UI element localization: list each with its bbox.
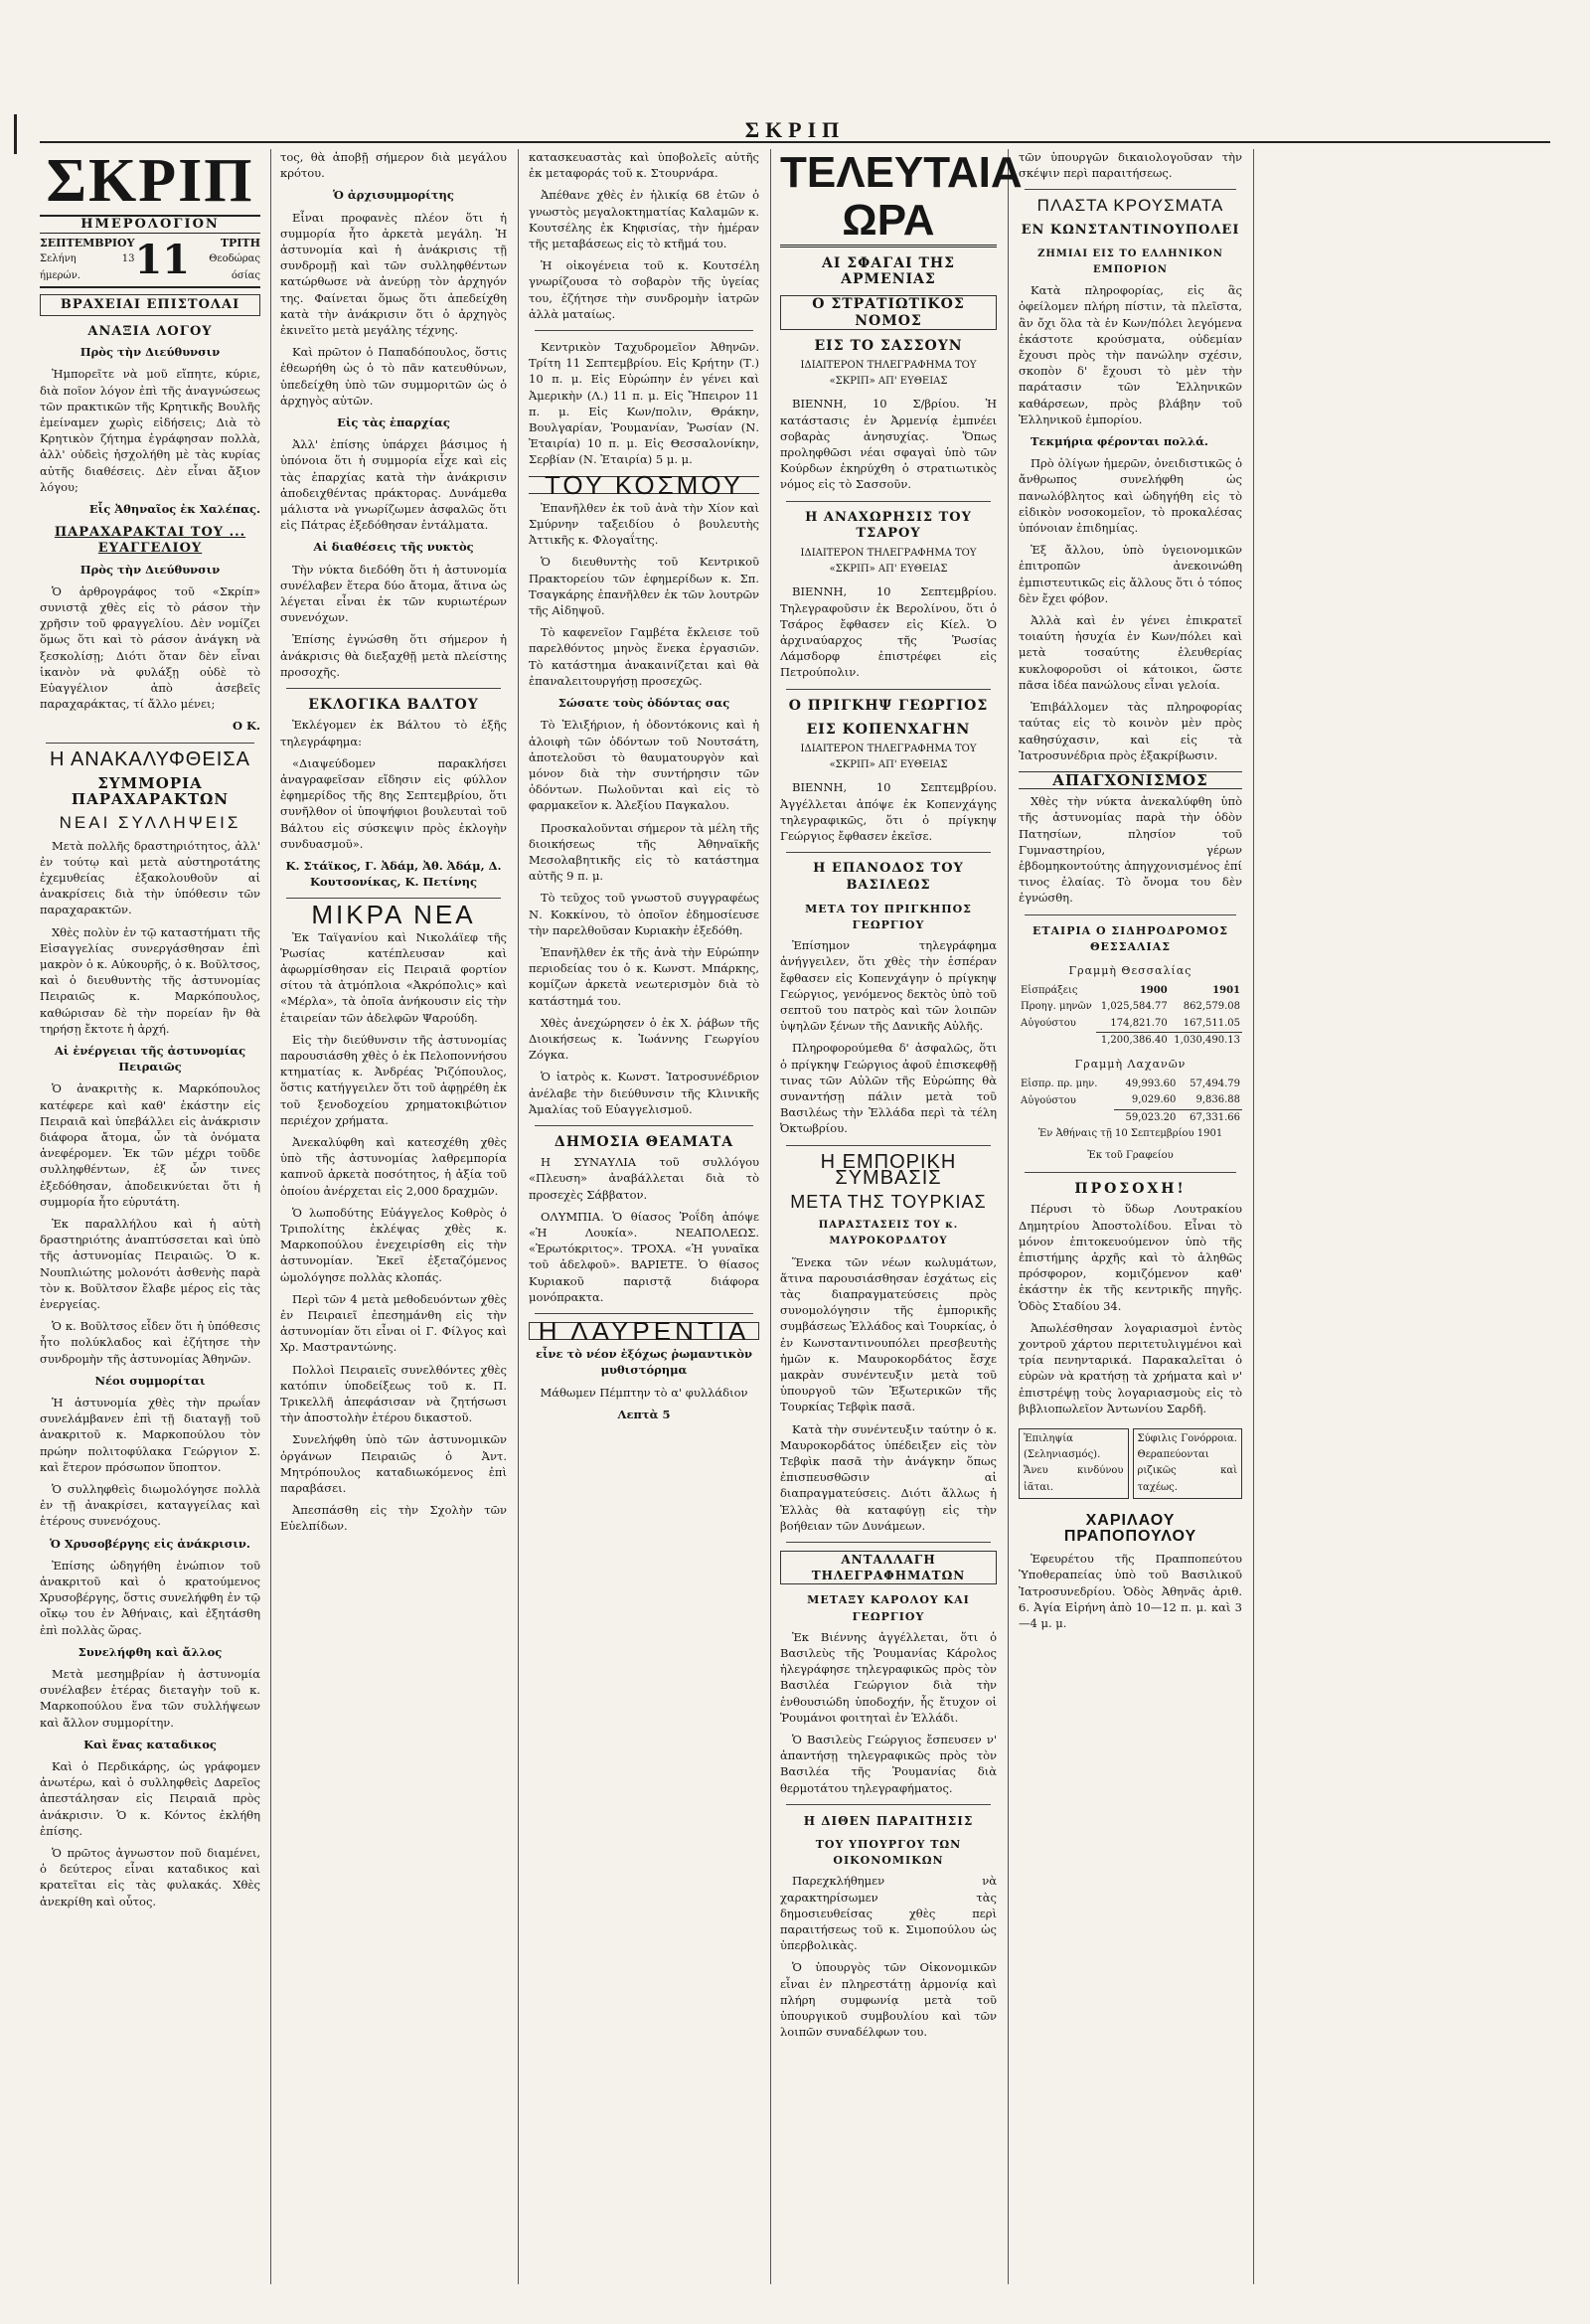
story-subheadline: ΜΕΤΑΞΥ ΚΑΡΟΛΟΥ ΚΑΙ ΓΕΩΡΓΙΟΥ bbox=[807, 1593, 970, 1623]
revenue-table bbox=[1019, 983, 1242, 1049]
story-paragraph: τῶν ὑπουργῶν δικαιολογοῦσαν τὴν σκέψιν περὶ παραιτήσεως. bbox=[1019, 150, 1242, 181]
table-cell: 59,023.20 bbox=[1114, 1109, 1179, 1126]
story-paragraph: Καὶ ὁ Περδικάρης, ὡς γράφομεν ἀνωτέρω, καὶ ὁ συλληφθεὶς Δαρεῖος ἀπεστάλησαν εἰς Πειραιᾶ πρὸς ἀνάκρισιν. Ὁ κ. Κόντος ἐκλήθη ἐπίσης. bbox=[40, 1759, 260, 1838]
news-item: Ἀνεκαλύφθη καὶ κατεσχέθη χθὲς ὑπὸ τῆς ἀστυνομίας λαθρεμπορία καπνοῦ ἀρκετὰ ποσότητος, ἡ ἀξία τοῦ ὁποίου ἀνέρχεται εἰς 2,000 δραχμῶν. bbox=[280, 1134, 507, 1198]
story-headline: ΑΠΑΓΧΟΝΙΣΜΟΣ bbox=[1019, 771, 1242, 789]
story-subheading: Συνελήφθη καὶ ἄλλος bbox=[78, 1644, 223, 1659]
table-cell: 9,029.60 bbox=[1131, 1094, 1177, 1106]
story-subheading: Καὶ ἕνας καταδικος bbox=[83, 1737, 217, 1751]
story-headline: ΕΚΛΟΓΙΚΑ ΒΑΛΤΟΥ bbox=[308, 697, 479, 714]
news-item: Πολλοὶ Πειραιεῖς συνελθόντες χθὲς κατόπιν ὑποδείξεως τοῦ κ. Π. Τρικελλῆ ἀπεφάσισαν νὰ ζητήσωσι τὴν ἀποστολὴν ἑτέρου δικαστοῦ. bbox=[280, 1362, 507, 1425]
table-subheading: Γραμμὴ Λαχανῶν bbox=[1074, 1057, 1187, 1071]
dateline bbox=[40, 236, 260, 288]
saint-day: Θεοδώρας όσίας bbox=[209, 253, 260, 281]
story-paragraph: Τὴν νύκτα διεδόθη ὅτι ἡ ἀστυνομία συνέλαβεν ἕτερα δύο ἄτομα, ἅτινα ὡς λέγεται εἶναι ἐκ τῶν κυριωτέρων συνενόχων. bbox=[280, 562, 507, 625]
story-paragraph: Παρεχκλήθημεν νὰ χαρακτηρίσωμεν τὰς δημοσιευθείσας χθὲς περὶ παραιτήσεως τοῦ κ. Σιμοπούλου ὡς ὑπερβολικὰς. bbox=[780, 1874, 997, 1953]
letter-title: ΑΝΑΞΙΑ ΛΟΓΟΥ bbox=[87, 324, 213, 340]
column-4 bbox=[780, 148, 1023, 2284]
table-cell: 1,030,490.13 bbox=[1170, 1032, 1242, 1049]
story-headline: Η ΕΠΑΝΟΔΟΣ ΤΟΥ ΒΑΣΙΛΕΩΣ bbox=[813, 861, 964, 893]
story-subheading: Αἱ ἐνέργειαι τῆς ἀστυνομίας Πειραιῶς bbox=[54, 1043, 246, 1075]
table-row bbox=[1019, 1109, 1242, 1126]
story-subheading: Νέοι συμμορίται bbox=[94, 1373, 206, 1388]
ad-headline: ΠΡΟΣΟΧΗ! bbox=[1074, 1181, 1187, 1198]
story-subheading: Ὁ ἀρχισυμμορίτης bbox=[333, 188, 454, 203]
divider bbox=[786, 852, 991, 853]
news-item: Ἐπανῆλθεν ἐκ τοῦ ἀνὰ τὴν Χίον καὶ Σμύρνην ταξειδίου ὁ βουλευτὴς Ἀττικῆς κ. Φλογαΐτης. bbox=[529, 500, 759, 548]
table-cell: Εἰσπράξεις bbox=[1021, 985, 1078, 997]
story-paragraph: Ἕνεκα τῶν νέων κωλυμάτων, ἅτινα παρουσιάσθησαν ἐσχάτως εἰς τὰς διαπραγματεύσεις πρὸς συνομολόγησιν τῆς ἐμπορικῆς συμβάσεως Ἑλλάδος καὶ Τουρκίας, ὁ ἐν Κωνσταντινουπόλει πρεσβευτὴς ἡμῶν κ. Μαυροκορδάτος ἔσχε μακρὰν συνέντευξιν μετὰ τοῦ ὑπουργοῦ τῶν Ἐξωτερικῶν τῆς Τουρκίας Τεβφὶκ πασᾶ. bbox=[780, 1254, 997, 1414]
table-heading: ΕΤΑΙΡΙΑ Ο ΣΙΔΗΡΟΔΡΟΜΟΣ ΘΕΣΣΑΛΙΑΣ bbox=[1032, 923, 1229, 953]
table-cell: 1901 bbox=[1212, 985, 1240, 997]
divider bbox=[535, 330, 753, 331]
story-paragraph: Κατὰ πληροφορίας, εἰς ἃς ὀφείλομεν πλήρη πίστιν, τὰ πλεῖστα, ἂν ὄχι ὅλα τὰ ἐν Κων/πόλει λεγόμενα ἑκάστοτε κρούσματα, οὐδεμίαν ἔχουσι πρὸς τὴν πανώλην σχέσιν, σκοπὸν δ' ἔχουσι τὸ μὲν τὴν παράτασιν τῶν Ἑλληνικῶν καθάρσεων, πρὸς βλάβην τοῦ Ἑλληνικοῦ ἐμπορίου. bbox=[1019, 283, 1242, 426]
section-heading: ΒΡΑΧΕΙΑΙ ΕΠΙΣΤΟΛΑΙ bbox=[40, 294, 260, 316]
news-item: Η ΣΥΝΑΥΛΙΑ τοῦ συλλόγου «Πλευση» ἀναβάλλεται διὰ τὸ προσεχὲς Σάββατον. bbox=[529, 1155, 759, 1202]
table-cell: 174,821.70 bbox=[1110, 1017, 1168, 1029]
story-headline: ΣΥΜΜΟΡΙΑ ΠΑΡΑΧΑΡΑΚΤΩΝ bbox=[71, 773, 230, 809]
story-paragraph: Μετὰ πολλῆς δραστηριότητος, ἀλλ' ἐν τούτῳ καὶ μετὰ αὐστηροτάτης ἐχεμυθείας ἐξακολουθοῦν αἱ ἀνακρίσεις διὰ τὴν ὑπόθεσιν τῶν παραχαρακτῶν. bbox=[40, 838, 260, 917]
column-divider bbox=[1008, 149, 1009, 2284]
top-rule bbox=[40, 141, 1550, 143]
section-headline: ΜΙΚΡΑ ΝΕΑ bbox=[311, 900, 476, 930]
story-headline: ΔΗΜΟΣΙΑ ΘΕΑΜΑΤΑ bbox=[554, 1133, 734, 1150]
divider bbox=[46, 743, 254, 744]
story-headline: ΕΝ ΚΩΝΣΤΑΝΤΙΝΟΥΠΟΛΕΙ bbox=[1021, 222, 1240, 238]
table-cell: 1,200,386.40 bbox=[1096, 1032, 1169, 1049]
divider bbox=[786, 1145, 991, 1146]
story-subheading: Εἰς τὰς ἐπαρχίας bbox=[337, 415, 450, 430]
news-item: Τὸ Ἐλιξήριον, ἡ ὀδοντόκονις καὶ ἡ ἀλοιφὴ τῶν ὀδόντων τοῦ Νουτσάτη, ἀποτελοῦσι τὸ θαυματουργὸν καὶ μόνον διὰ τὴν συντήρησιν τῶν ὀδόντων. Πωλοῦνται καὶ εἰς τὸ φαρμακεῖον κ. Ἀλεξίου Παγκαλου. bbox=[529, 718, 759, 813]
divider bbox=[786, 501, 991, 502]
story-headline: ΠΛΑΣΤΑ ΚΡΟΥΣΜΑΤΑ bbox=[1036, 196, 1224, 216]
divider bbox=[1025, 1172, 1236, 1173]
divider bbox=[1025, 189, 1236, 190]
story-headline: Η ΔΙΘΕΝ ΠΑΡΑΙΤΗΣΙΣ bbox=[803, 1813, 974, 1828]
story-paragraph: Ἐκ Βιέννης ἀγγέλλεται, ὅτι ὁ Βασιλεὺς τῆς Ῥουμανίας Κάρολος ἠλεγράφησε τηλεγραφικῶς πρὸς τὸν Βασιλέα Γεώργιον διὰ τὴν ἐνθουσιώδη ὑποδοχήν, ἧς ἔτυχον οἱ Ῥουμάνοι φοιτηταὶ ἐν Ἑλλάδι. bbox=[780, 1629, 997, 1725]
telegram-text: ΒΙΕΝΝΗ, 10 Σεπτεμβρίου. Ἀγγέλλεται ἀπόψε ἐκ Κοπενχάγης τηλεγραφικῶς, ὅτι ὁ πρίγκηψ Γεώργιος ἔφθασεν ἐκεῖσε. bbox=[780, 780, 997, 844]
late-news-banner: ΤΕΛΕΥΤΑΙΑ ΩΡΑ bbox=[780, 149, 997, 248]
column-3 bbox=[529, 149, 759, 2284]
story-paragraph: Πρὸ ὀλίγων ἡμερῶν, ὀνειδιστικῶς ὁ ἄνθρωπος συνελήφθη ὡς πανωλόβλητος καὶ ὡδηγήθη εἰς τὸ εἰδικὸν νοσοκομεῖον, τὸ προκαλέσας ὑπόνοιαν ἐπιδημίας. bbox=[1019, 456, 1242, 536]
news-item: Ἀπέθανε χθὲς ἐν ἡλικίᾳ 68 ἐτῶν ὁ γνωστὸς μεγαλοκτηματίας Καλαμῶν κ. Κουτσέλης ἐκ Κηφισίας, τὴν ἡμέραν τῆς μεταβάσεως εἰς τὸ κτῆμά του. bbox=[529, 188, 759, 251]
calendar-heading: ΗΜΕΡΟΛΟΓΙΟΝ bbox=[40, 215, 260, 234]
divider bbox=[786, 1804, 991, 1805]
telegram-text: ΒΙΕΝΝΗ, 10 Σεπτεμβρίου. Τηλεγραφοῦσιν ἐκ Βερολίνου, ὅτι ὁ Τσάρος ἔφθασεν εἰς Κίελ. Ὁ ἀρχιναύαρχος τῆς Ῥωσίας Λάμσδορφ ἐπιστρέφει εἰς Πετρούπολιν. bbox=[780, 584, 997, 680]
story-subheading: Τεκμήρια φέρονται πολλά. bbox=[1031, 434, 1208, 449]
divider bbox=[286, 898, 501, 899]
moon-phase: Σελήνη 13 ήμερών. bbox=[40, 253, 135, 281]
news-item: Περὶ τῶν 4 μετὰ μεθοδευόντων χθὲς ἐν Πειραιεῖ ἐπεσημάνθη εἰς τὴν ἀστυνομίαν ὅτι εἶναι οἱ Γ. Φίλγος καὶ Χρ. Μαστραντώνης. bbox=[280, 1291, 507, 1355]
serial-ad-text: Μάθωμεν Πέμπτην τὸ α' φυλλάδιον bbox=[540, 1385, 748, 1400]
table-cell: 1900 bbox=[1139, 985, 1168, 997]
section-headline: ΤΟΥ ΚΟΣΜΟΥ bbox=[529, 476, 759, 494]
news-item: Ἡ οἰκογένεια τοῦ κ. Κουτσέλη γνωρίζουσα τὸ σοβαρὸν τῆς ὑγείας του, ἐζήτησε τὴν συνδρομὴν ἰατρῶν ἀλλὰ ματαίως. bbox=[529, 258, 759, 321]
serial-ad-text: εἶνε τὸ νέον ἐξόχως ῥωμαντικὸν μυθιστόρημα bbox=[536, 1347, 752, 1378]
news-item: Εἰς τὴν διεύθυνσιν τῆς ἀστυνομίας παρουσιάσθη χθὲς ὁ ἐκ Πελοποννήσου κτηματίας κ. Ἀνδρέας Ῥιζόπουλος, ὅστις κατήγγειλεν ὅτι τοῦ ἀφῃρέθη ἐκ τοῦ ξενοδοχείου χρηματοκιβώτιον περιέχον χρήματα. bbox=[280, 1032, 507, 1127]
story-paragraph: Ἐπίσημον τηλεγράφημα ἀνήγγειλεν, ὅτι χθὲς τὴν ἑσπέραν ἔφθασεν εἰς Κοπενχάγην ὁ πρίγκηψ Γεώργιος, γενόμενος δεκτὸς ὑπὸ τοῦ σεπτοῦ του πατρὸς καὶ τῶν λοιπῶν ὑψηλῶν ξένων τῆς Δανικῆς Αὐλῆς. bbox=[780, 938, 997, 1034]
story-paragraph: Ἐξ ἄλλου, ὑπὸ ὑγειονομικῶν ἐπιτροπῶν ἀνεκοινώθη ἐμπιστευτικῶς εἰς ἄλλους ὅτι ὁ τόπος δὲν ἔχει φόβον. bbox=[1019, 543, 1242, 605]
story-paragraph: Ἐκλέγομεν ἐκ Βάλτου τὸ ἑξῆς τηλεγράφημα: bbox=[280, 718, 507, 748]
column-divider bbox=[1253, 149, 1254, 2284]
story-subheadline: ΜΕΤΑ ΤΟΥ ΠΡΙΓΚΗΠΟΣ ΓΕΩΡΓΙΟΥ bbox=[805, 902, 972, 931]
blank-margin bbox=[1264, 149, 1493, 2284]
table-cell: Προηγ. μηνῶν bbox=[1021, 1001, 1092, 1013]
story-subheadline: ΝΕΑΙ ΣΥΛΛΗΨΕΙΣ bbox=[59, 813, 241, 833]
news-item: Τὸ καφενεῖον Γαμβέτα ἔκλεισε τοῦ παρελθόντος μηνὸς ἕνεκα ἐργασιῶν. Τὸ κατάστημα ἀνακαινίζεται καὶ θὰ ἐπαναλειτουργήσῃ προσεχῶς. bbox=[529, 625, 759, 688]
story-headline: ΑΙ ΣΦΑΓΑΙ ΤΗΣ ΑΡΜΕΝΙΑΣ bbox=[821, 255, 955, 288]
weekday: ΤΡΙΤΗ bbox=[220, 237, 260, 250]
divider bbox=[286, 688, 501, 689]
news-item: Χθὲς ἀνεχώρησεν ὁ ἐκ Χ. ῥάβων τῆς Διοικήσεως κ. Ἰωάννης Γεωργίου Ζόγκα. bbox=[529, 1015, 759, 1063]
newspaper-logo: ΣΚΡΙΠ bbox=[46, 147, 254, 215]
letter-body: Ἠμπορεῖτε νὰ μοῦ εἴπητε, κύριε, διὰ ποῖον λόγον ἐπὶ τῆς ἀναγνώσεως τῶν πρακτικῶν τῆς Κρητικῆς Βουλῆς ἐμείναμεν χωρὶς εἰδήσεις; Διὰ τὸ Κρητικὸν ζήτημα ἐγράφησαν πολλὰ, ἀλλ' οὐδεὶς ἠσχολήθη μὲ τὰς κυρίας αὐτῆς διαθέσεις. Δὲν εἶναι ἄξιον λόγου; bbox=[40, 367, 260, 494]
story-subheadline: ΠΑΡΑΣΤΑΣΕΙΣ ΤΟΥ κ. ΜΑΥΡΟΚΟΡΔΑΤΟΥ bbox=[818, 1220, 959, 1247]
table-date: Ἐν Ἀθήναις τῇ 10 Σεπτεμβρίου 1901 bbox=[1037, 1127, 1223, 1139]
story-paragraph: Ὁ συλληφθεὶς διωμολόγησε πολλὰ ἐν τῇ ἀνακρίσει, καταγγείλας καὶ ἑτέρους συνενόχους. bbox=[40, 1482, 260, 1529]
table-row bbox=[1019, 1032, 1242, 1049]
letter-title: ΠΑΡΑΧΑΡΑΚΤΑΙ ΤΟΥ ... ΕΥΑΓΓΕΛΙΟΥ bbox=[54, 525, 246, 557]
notice-text: Ἀπωλέσθησαν λογαριασμοὶ ἐντὸς χοντροῦ χάρτου περιτετυλιγμένοι καὶ τρία πενηνταρικά. Παρακαλεῖται ὁ εὑρὼν νὰ κρατήσῃ τὰ χρήματα καὶ ν' ἐπιστρέψῃ τοὺς λογαριασμοὺς εἰς τὸ βιβλιοπωλεῖον Ἀντωνίου Σαρδῆ. bbox=[1019, 1320, 1242, 1415]
story-paragraph: Ὁ ἀνακριτὴς κ. Μαρκόπουλος κατέφερε καὶ καθ' ἑκάστην εἰς Πειραιᾶ καὶ ὑπεβάλλει εἰς ἀνάκρισιν διάφορα ἄτομα, ὧν τὰ ὀνόματα ἀνεφέρομεν. Ἐκ τῶν μέχρι τοῦδε συλληφθέντων, ἐξ ὧν τινες ἐξεδόθησαν, ἀποδεικνύεται ὅτι ἡ συμμορία ἦτο εὐρυτάτη. bbox=[40, 1081, 260, 1209]
story-headline: ΕΙΣ ΤΟ ΣΑΣΣΟΥΝ bbox=[814, 337, 963, 354]
story-headline: ΕΙΣ ΚΟΠΕΝΧΑΓΗΝ bbox=[806, 721, 971, 738]
column-1 bbox=[40, 149, 260, 2284]
story-paragraph: Κατὰ τὴν συνέντευξιν ταύτην ὁ κ. Μαυροκορδάτος ὑπέδειξεν εἰς τὸν Τεβφὶκ πασᾶ τὴν ἀνάγκην ὅπως ἐπισπευσθῶσιν αἱ διαπραγματεύσεις. Διότι ἄλλως ἡ Ἑλλὰς θὰ καταφύγῃ εἰς τὴν βοήθειαν τῶν Δυνάμεων. bbox=[780, 1421, 997, 1533]
story-paragraph: τος, θὰ ἀποβῇ σήμερον διὰ μεγάλου κρότου. bbox=[280, 150, 507, 181]
column-divider bbox=[518, 149, 519, 2284]
table-cell: Εἰσπρ. πρ. μην. bbox=[1021, 1079, 1098, 1090]
month: ΣΕΠΤΕΜΒΡΙΟΥ bbox=[40, 237, 135, 250]
telegram-label: ΙΔΙΑΙΤΕΡΟΝ ΤΗΛΕΓΡΑΦΗΜΑ ΤΟΥ «ΣΚΡΙΠ» ΑΠ' ΕΥΘΕΙΑΣ bbox=[800, 360, 977, 388]
story-paragraph: Ὁ πρῶτος ἀγνωστον ποῦ διαμένει, ὁ δεύτερος εἶναι καταδικος καὶ κρατεῖται εἰς τὰς φυλακάς. Χθὲς ἀνεκρίθη καὶ οὗτος. bbox=[40, 1846, 260, 1909]
table-cell bbox=[1019, 1032, 1096, 1049]
divider bbox=[535, 1125, 753, 1126]
story-paragraph: Ἐκ παραλλήλου καὶ ἡ αὐτὴ δραστηριότης ἀναπτύσσεται καὶ ὑπὸ τῆς ἀστυνομίας Πειραιῶς. Ὁ κ. Νουπλιώτης μολονότι ἀσθενὴς παρὰ τὸν κ. Βοῦλτσον ἔλαβε μέρος εἰς τὰς ἐνεργείας. bbox=[40, 1216, 260, 1311]
revenue-table bbox=[1019, 1077, 1242, 1126]
divider bbox=[535, 1313, 753, 1314]
story-subheading: Ὁ Χρυσοβέργης εἰς ἀνάκρισιν. bbox=[50, 1536, 250, 1551]
story-paragraph: Χθὲς τὴν νύκτα ἀνεκαλύφθη ὑπὸ τῆς ἀστυνομίας παρὰ τὴν ὁδὸν Πατησίων, πλησίον τοῦ Γυμναστηρίου, γέρων ἑβδομηκοντούτης ἀπηγχονισμένος ἐπί τινος ἐλαίας. Τὸ ὄνομα του δὲν ἐγνώσθη. bbox=[1019, 794, 1242, 906]
letter-signature: Ο Κ. bbox=[232, 719, 260, 734]
table-cell: 67,331.66 bbox=[1178, 1109, 1242, 1126]
story-headline: Η ΕΜΠΟΡΙΚΗ ΣΥΜΒΑΣΙΣ bbox=[820, 1150, 957, 1189]
table-row bbox=[1019, 1077, 1242, 1092]
story-headline: Η ΑΝΑΧΩΡΗΣΙΣ ΤΟΥ ΤΣΑΡΟΥ bbox=[805, 509, 972, 541]
story-paragraph: κατασκευαστὰς καὶ ὑποβολεῖς αὐτῆς ἐκ μεταφοράς τοῦ κ. Στουρνάρα. bbox=[529, 150, 759, 181]
story-paragraph: Ἡ ἀστυνομία χθὲς τὴν πρωΐαν συνελάμβανεν ἐπὶ τῇ διαταγῇ τοῦ ἀνακριτοῦ κ. Μαρκοπούλου τὸν πρώην πολιτοφύλακα Γεώργιον Σ. καὶ ἕτερον πρόσωπον ὕποπτον. bbox=[40, 1396, 260, 1474]
telegram-label: ΙΔΙΑΙΤΕΡΟΝ ΤΗΛΕΓΡΑΦΗΜΑ ΤΟΥ «ΣΚΡΙΠ» ΑΠ' ΕΥΘΕΙΑΣ bbox=[800, 548, 977, 576]
news-item: ΟΛΥΜΠΙΑ. Ὁ θίασος Ῥοΐδη ἀπόψε «Ἡ Λουκία». ΝΕΑΠΟΛΕΩΣ. «Ἐρωτόκριτος». ΤΡΟΧΑ. «Ἡ γυναῖκα τοῦ ἀδελφοῦ». ΒΑΡΙΕΤΕ. Ὁ θίασος Κυριακοῦ παριστᾷ διάφορα μονόπρακτα. bbox=[529, 1209, 759, 1304]
story-paragraph: Καὶ πρῶτον ὁ Παπαδόπουλος, ὅστις ἐθεωρήθη ὡς ὁ τὸ πᾶν κατευθύνων, ὑπεδείχθη ὑπὸ τῶν συμμοριτῶν ὡς ὁ ἀρχηγὸς αὐτῶν. bbox=[280, 345, 507, 408]
story-signatories: Κ. Στάϊκος, Γ. Ἀδάμ, Ἀθ. Ἀδάμ, Δ. Κουτσονίκας, Κ. Πετίνης bbox=[285, 858, 502, 890]
serial-ad-price: Λεπτὰ 5 bbox=[617, 1407, 671, 1421]
story-paragraph: «Διαψεύδομεν παρακλήσει ἀναγραφεῖσαν εἴδησιν εἰς φύλλον ἐφημερίδος τῆς 8ης Σεπτεμβρίου, ὅτι συνῆλθον οἱ ὑποψήφιοι βουλευταὶ τοῦ Βάλτου εἰς σύσκεψιν πρὸς ἐκλογὴν συνδυασμοῦ». bbox=[280, 755, 507, 851]
telegram-label: ΙΔΙΑΙΤΕΡΟΝ ΤΗΛΕΓΡΑΦΗΜΑ ΤΟΥ «ΣΚΡΙΠ» ΑΠ' ΕΥΘΕΙΑΣ bbox=[800, 744, 977, 771]
news-item: Συνελήφθη ὑπὸ τῶν ἀστυνομικῶν ὀργάνων Πειραιῶς ὁ Ἀντ. Μητρόπουλος καταδιωκόμενος ἐπὶ παραβάσει. bbox=[280, 1432, 507, 1496]
table-row bbox=[1019, 983, 1242, 999]
story-paragraph: Ὁ ὑπουργὸς τῶν Οἰκονομικῶν εἶναι ἐν πληρεστάτῃ ἁρμονίᾳ καὶ πλήρη συμφωνίᾳ μετὰ τοῦ ὑπουργικοῦ συμβουλίου καὶ τῶν λοιπῶν συναδέλφων του. bbox=[780, 1960, 997, 2040]
story-headline: Η ΑΝΑΚΑΛΥΦΘΕΙΣΑ bbox=[50, 747, 250, 770]
table-subheading: Γραμμὴ Θεσσαλίας bbox=[1068, 963, 1192, 977]
news-item: Ὁ διευθυντὴς τοῦ Κεντρικοῦ Πρακτορείου τῶν ἐφημερίδων κ. Σπ. Τσαγκάρης ἐπανῆλθεν ἐκ τῶν λουτρῶν τῆς Αἰδηψοῦ. bbox=[529, 555, 759, 618]
column-2 bbox=[280, 149, 507, 2284]
table-cell: 57,494.79 bbox=[1190, 1079, 1240, 1090]
table-cell bbox=[1019, 1109, 1114, 1126]
table-row bbox=[1019, 1092, 1242, 1109]
ad-box: Ἐπιληψία (Σεληνιασμός). Ἄνευ κινδύνου ἰᾶται. bbox=[1019, 1428, 1129, 1499]
news-item: Ἀπεσπάσθη εἰς τὴν Σχολὴν τῶν Εὐελπίδων. bbox=[280, 1503, 507, 1534]
story-subheadline: ΤΟΥ ΥΠΟΥΡΓΟΥ ΤΩΝ ΟΙΚΟΝΟΜΙΚΩΝ bbox=[815, 1838, 962, 1868]
story-paragraph: Ὁ κ. Βοῦλτσος εἶδεν ὅτι ἡ ὑπόθεσις ἦτο πολύκλαδος καὶ ἐζήτησε τὴν συνδρομὴν τῆς ἀστυνομίας Ἀθηνῶν. bbox=[40, 1319, 260, 1366]
table-cell: 167,511.05 bbox=[1183, 1017, 1240, 1029]
story-headline: ΑΝΤΑΛΛΑΓΗ ΤΗΛΕΓΡΑΦΗΜΑΤΩΝ bbox=[780, 1551, 997, 1584]
divider bbox=[1025, 914, 1236, 915]
letter-signature: Εἷς Ἀθηναῖος ἐκ Χαλέπας. bbox=[88, 502, 260, 517]
news-item: Προσκαλοῦνται σήμερον τὰ μέλη τῆς διοικήσεως τῆς Ἀθηναϊκῆς Μεσολαβητικῆς εἰς τὸ κατάστημα αὐτῆς 9 π. μ. bbox=[529, 820, 759, 884]
table-row bbox=[1019, 1016, 1242, 1033]
news-item: Ὁ ἰατρὸς κ. Κωνστ. Ἰατροσυνέδριον ἀνέλαβε τὴν διεύθυνσιν τῆς Κλινικῆς Ἀμαλίας τοῦ Εὐαγγελισμοῦ. bbox=[529, 1070, 759, 1116]
post-office-schedule: Κεντρικὸν Ταχυδρομεῖον Ἀθηνῶν. Τρίτη 11 Σεπτεμβρίου. Εἰς Κρήτην (Τ.) 10 π. μ. Εἰς Εὐρώπην ἐν γένει καὶ Ἀμερικὴν (Λ.) 11 π. μ. Εἰς Ἤπειρον 11 π. μ. Εἰς Κων/πολιν, Θράκην, Βουλγαρίαν, Ῥουμανίαν, Ῥωσίαν (Ν. Ἐταιρία) 10 π. μ. Εἰς Θεσσαλονίκην, Σερβίαν (Ν. Ἐταιρία) 5 μ. μ. bbox=[529, 340, 759, 467]
story-subheading: Σώσατε τοὺς ὀδόντας σας bbox=[557, 696, 730, 711]
table-cell: 9,836.88 bbox=[1195, 1094, 1240, 1106]
letter-body: Ὁ ἀρθρογράφος τοῦ «Σκρίπ» συνιστᾷ χθὲς εἰς τὸ ράσον τὴν χρῆσιν τοῦ φραγγελίου. Δὲν νομίζει ὅμως ὅτι καὶ τὸ ράσον ἀνάγκη νὰ ξεσκολίσῃ; Διότι ὅταν δὲν εἶναι ἱκανὸν νὰ φυλάξῃ οὐδὲ τὸ Εὐαγγέλιον ἀπὸ ἀσεβεῖς παραχαράκτας, τί ἄλλο μένει; bbox=[40, 583, 260, 712]
story-paragraph: Ἀλλ' ἐπίσης ὑπάρχει βάσιμος ἡ ὑπόνοια ὅτι ἡ συμμορία εἶχε καὶ εἰς τὰς ἐπαρχίας κατὰ τὴν ἀνάκρισιν ἀποδειχθέντας πράκτορας. Δυνάμεθα μάλιστα νὰ γνωρίζωμεν ἀσφαλῶς ὅτι εἰς Πάτρας ἐξεδόθησαν ἐντάλματα. bbox=[280, 437, 507, 533]
news-item: Ὁ λωποδύτης Εὐάγγελος Κοθρὸς ὁ Τριπολίτης ἐκλέψας χθὲς κ. Μαρκοπούλου ἐνεχειρίσθη εἰς τὴν ἀστυνομίαν. Ἐκεῖ ἐξεταζόμενος ὡμολόγησε πολλὰς κλοπάς. bbox=[280, 1205, 507, 1284]
story-paragraph: Μετὰ μεσημβρίαν ἡ ἀστυνομία συνέλαβεν ἑτέρας διεταγὴν τοῦ κ. Μαρκοπούλου ἕνα τῶν συλλήψεων καὶ ἄλλον συμμορίτην. bbox=[40, 1667, 260, 1730]
story-paragraph: Χθὲς πολὺν ἐν τῷ καταστήματι τῆς Εἰσαγγελίας συνεργάσθησαν ἐπὶ μακρὸν ὁ κ. Αὐκουρῆς, ὁ κ. Βοῦλτσος, καὶ ὁ διευθυντὴς τῆς ἀστυνομίας Πειραιῶς κ. Μαρκόπουλος, καθώρισαν δὲ τὴν πορείαν ἣν θὰ τηρήσῃ ἔκτοτε ἡ ἀρχή. bbox=[40, 924, 260, 1036]
telegram-text: ΒΙΕΝΝΗ, 10 Σ/βρίου. Ἡ κατάστασις ἐν Ἀρμενίᾳ ἐμπνέει σοβαρὰς ἀνησυχίας. Ὅπως προληφθῶσι νέαι σφαγαὶ ὑπὸ τῶν Κούρδων ἐκηρύχθη ὁ στρατιωτικὸς νόμος εἰς τὸ Σασσοῦν. bbox=[780, 397, 997, 492]
story-headline: ΜΕΤΑ ΤΗΣ ΤΟΥΡΚΙΑΣ bbox=[790, 1191, 987, 1212]
story-headline: Ο ΣΤΡΑΤΙΩΤΙΚΟΣ ΝΟΜΟΣ bbox=[780, 295, 997, 329]
table-cell: 862,579.08 bbox=[1183, 1001, 1240, 1013]
news-item: Ἐπανῆλθεν ἐκ τῆς ἀνὰ τὴν Εὐρώπην περιοδείας του ὁ κ. Κωνστ. Μπάρκης, κομίζων ἀρκετὰ νεωτερισμὸν διὰ τὸ κατάστημά του. bbox=[529, 944, 759, 1008]
story-subheading: Αἱ διαθέσεις τῆς νυκτὸς bbox=[313, 540, 474, 555]
table-signature: Ἐκ τοῦ Γραφείου bbox=[1087, 1149, 1174, 1161]
letter-salutation: Πρὸς τὴν Διεύθυνσιν bbox=[80, 345, 221, 360]
divider bbox=[786, 689, 991, 690]
story-paragraph: Ὁ Βασιλεὺς Γεώργιος ἔσπευσεν ν' ἀπαντήσῃ τηλεγραφικῶς πρὸς τὸν Βασιλέα τῆς Ῥουμανίας διὰ θερμοτάτου τηλεγραφήματος. bbox=[780, 1733, 997, 1795]
ad-text: Πέρυσι τὸ ὕδωρ Λουτρακίου Δημητρίου Ἀποστολίδου. Εἶναι τὸ μόνον ἐπιτοκευούμενον ὑπὸ τῆς ἐπιστήμης ἀρχῆς καὶ τὸ ἀληθῶς πρόσφορον, κομιζόμενον καθ' ἑκάστην ἐκ τῆς κεντρικῆς πηγῆς. Ὁδὸς Σταδίου 34. bbox=[1019, 1202, 1242, 1313]
column-5 bbox=[1019, 149, 1242, 2284]
ad-box: Σύφιλις Γονόρροια. Θεραπεύονται ριζικῶς καὶ ταχέως. bbox=[1133, 1428, 1243, 1499]
story-headline: Ο ΠΡΙΓΚΗΨ ΓΕΩΡΓΙΟΣ bbox=[788, 697, 989, 714]
story-paragraph: Ἀλλὰ καὶ ἐν γένει ἐπικρατεῖ τοιαύτη ἡσυχία ἐν Κων/πόλει καὶ μετὰ τοσαύτης ἐλευθερίας κυκλοφοροῦσι οἱ κάτοικοι, ὥστε πᾶσα ἰδέα πανώλους εἶναι γελοία. bbox=[1019, 613, 1242, 692]
column-divider bbox=[270, 149, 271, 2284]
table-cell: Αὐγούστου bbox=[1021, 1094, 1076, 1106]
running-masthead: ΣΚΡΙΠ bbox=[744, 117, 846, 142]
story-subheadline: ΖΗΜΙΑΙ ΕΙΣ ΤΟ ΕΛΛΗΝΙΚΟΝ ΕΜΠΟΡΙΟΝ bbox=[1037, 248, 1223, 276]
serial-ad-title: Η ΛΑΥΡΕΝΤΙΑ bbox=[529, 1322, 759, 1340]
table-cell: 49,993.60 bbox=[1125, 1079, 1177, 1090]
story-paragraph: Ἐπίσης ὡδηγήθη ἐνώπιον τοῦ ἀνακριτοῦ καὶ ὁ κρατούμενος Χρυσοβέργης, ὅστις συνελήφθη ἐν τῷ οἴκῳ του ἐν Ἀθήναις, καὶ ἐξητάσθη ἐπὶ πολλὰς ὥρας. bbox=[40, 1558, 260, 1637]
story-paragraph: Ἐπίσης ἐγνώσθη ὅτι σήμερον ἡ ἀνάκρισις θὰ διεξαχθῇ μετὰ πλείστης προσοχῆς. bbox=[280, 632, 507, 679]
ad-text: Ἐφευρέτου τῆς Πραπποπεύτου Ὑποθεραπείας ὑπὸ τοῦ Βασιλικοῦ Ἰατροσυνεδρίου. Ὁδὸς Ἀθηνᾶς ἀριθ. 6. Ἀγία Εἰρήνη ἀπὸ 10—12 π. μ. καὶ 3—4 μ. μ. bbox=[1019, 1552, 1242, 1631]
divider bbox=[786, 1542, 991, 1543]
story-paragraph: Εἶναι προφανὲς πλέον ὅτι ἡ συμμορία ἦτο ἀρκετὰ μεγάλη. Ἡ ἀστυνομία καὶ ἡ ἀνάκρισις τῇ συνδρομῇ καὶ τῶν συλληφθέντων κατώρθωσε νὰ ἀνεύρῃ τὸν ἀρχηγόν της. Φαίνεται ὅμως ὅτι ἀπεδείχθη κατὰ τὴν ἀνάκρισιν ὅτι ὁ ἀρχηγὸς ἐκινεῖτο μετὰ μεγάλης τέχνης. bbox=[280, 210, 507, 338]
table-cell: Αὐγούστου bbox=[1021, 1017, 1076, 1029]
news-item: Τὸ τεῦχος τοῦ γνωστοῦ συγγραφέως Ν. Κοκκίνου, τὸ ὁποῖον ἐδημοσίευσε τὴν παρελθοῦσαν Κυριακὴν ἐξεδόθη. bbox=[529, 891, 759, 937]
story-paragraph: Ἐπιβάλλομεν τὰς πληροφορίας ταύτας εἰς τὸ κοινὸν μὲν πρὸς καθησύχασιν, καὶ εἰς τὰ Ἰατροσυνέδρια πρὸς ἐξακρίβωσιν. bbox=[1019, 700, 1242, 762]
ad-headline: ΧΑΡΙΛΑΟΥ ΠΡΑΠΟΠΟΥΛΟΥ bbox=[1063, 1511, 1197, 1546]
ad-row bbox=[1019, 1422, 1242, 1505]
day-number: 11 bbox=[134, 236, 191, 283]
column-divider bbox=[770, 149, 771, 2284]
news-item: Ἐκ Ταϊγανίου καὶ Νικολάϊεφ τῆς Ῥωσίας κατέπλευσαν καὶ ἀφωρμίσθησαν εἰς Πειραιᾶ φορτίον σίτου τὰ ἀτμόπλοια «Ἀκρόπολις» καὶ «Μέρλα», τὰ ὁποῖα ἀνήκουσιν εἰς τὴν ἑταιρείαν τῶν ἀδελφῶν Ψαρούδη. bbox=[280, 929, 507, 1025]
table-row bbox=[1019, 999, 1242, 1015]
table-cell: 1,025,584.77 bbox=[1100, 1001, 1168, 1013]
letter-salutation: Πρὸς τὴν Διεύθυνσιν bbox=[80, 562, 221, 577]
story-paragraph: Πληροφορούμεθα δ' ἀσφαλῶς, ὅτι ὁ πρίγκηψ Γεώργιος ἀφοῦ ἐπισκεφθῇ τινας τῶν Αὐλῶν τῆς Εὐρώπης θὰ συναντήσῃ πάλιν μετὰ τοῦ Βασιλέως τὴν Ἑλλάδα περὶ τὰ τέλη Ὀκτωβρίου. bbox=[780, 1041, 997, 1136]
